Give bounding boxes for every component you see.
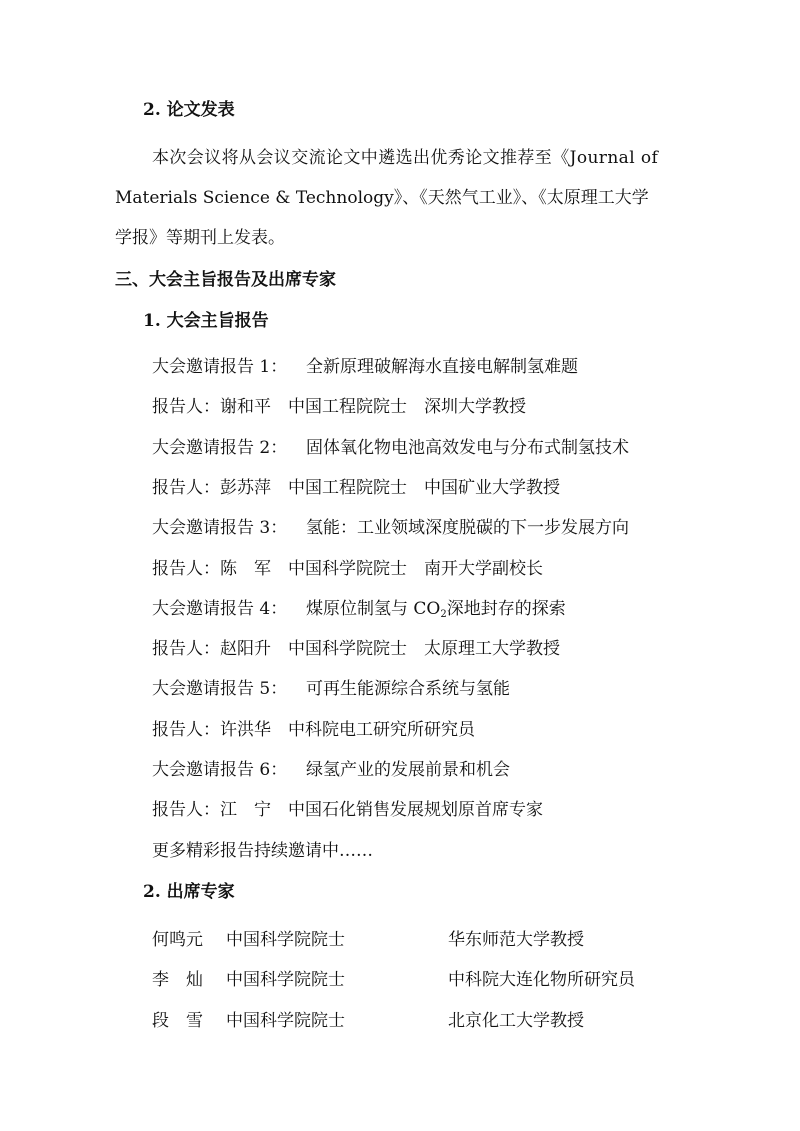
report-speaker: 报告人：许洪华 中科院电工研究所研究员 xyxy=(152,720,475,740)
report-speaker: 报告人：谢和平 中国工程院院士 深圳大学教授 xyxy=(152,397,526,417)
report-title: 绿氢产业的发展前景和机会 xyxy=(306,760,510,780)
expert-name: 何鸣元 xyxy=(152,930,203,950)
expert-name: 李 灿 xyxy=(152,970,203,990)
report-label: 大会邀请报告 2： xyxy=(152,438,288,458)
report-title-text: 煤原位制氢与 CO xyxy=(306,599,441,619)
report-speaker: 报告人：赵阳升 中国科学院院士 太原理工大学教授 xyxy=(152,639,560,659)
expert-affiliation: 中科院大连化物所研究员 xyxy=(448,970,635,990)
co2-subscript: 2 xyxy=(440,609,447,620)
report-title: 可再生能源综合系统与氢能 xyxy=(306,679,510,699)
report-title-text-end: 深地封存的探索 xyxy=(446,599,566,619)
report-label: 大会邀请报告 5： xyxy=(152,679,288,699)
experts-subheading: 2. 出席专家 xyxy=(143,882,235,902)
expert-title: 中国科学院院士 xyxy=(226,1011,345,1031)
report-label: 大会邀请报告 3： xyxy=(152,518,288,538)
keynote-subheading: 1. 大会主旨报告 xyxy=(143,311,269,331)
report-label: 大会邀请报告 6： xyxy=(152,760,288,780)
report-speaker: 报告人：江 宁 中国石化销售发展规划原首席专家 xyxy=(152,800,543,820)
report-label: 大会邀请报告 1： xyxy=(152,357,288,377)
report-label: 大会邀请报告 4： xyxy=(152,599,288,619)
report-title: 固体氧化物电池高效发电与分布式制氢技术 xyxy=(306,438,629,458)
publication-paragraph-line-1: 本次会议将从会议交流论文中遴选出优秀论文推荐至《Journal of xyxy=(152,148,659,168)
publication-heading: 2. 论文发表 xyxy=(143,100,235,120)
report-title: 全新原理破解海水直接电解制氢难题 xyxy=(306,357,578,377)
expert-affiliation: 北京化工大学教授 xyxy=(448,1011,584,1031)
section-3-heading: 三、大会主旨报告及出席专家 xyxy=(115,270,336,290)
expert-affiliation: 华东师范大学教授 xyxy=(448,930,584,950)
publication-paragraph-line-3: 学报》等期刊上发表。 xyxy=(115,228,285,248)
report-title: 氢能：工业领域深度脱碳的下一步发展方向 xyxy=(306,518,629,538)
report-title xyxy=(306,597,566,627)
more-reports-note: 更多精彩报告持续邀请中…… xyxy=(152,841,373,861)
expert-title: 中国科学院院士 xyxy=(226,970,345,990)
expert-title: 中国科学院院士 xyxy=(226,930,345,950)
report-speaker: 报告人：彭苏萍 中国工程院院士 中国矿业大学教授 xyxy=(152,478,560,498)
report-speaker: 报告人：陈 军 中国科学院院士 南开大学副校长 xyxy=(152,559,543,579)
expert-name: 段 雪 xyxy=(152,1011,203,1031)
publication-paragraph-line-2: Materials Science & Technology》、《天然气工业》、《太原理工大学 xyxy=(115,188,649,208)
